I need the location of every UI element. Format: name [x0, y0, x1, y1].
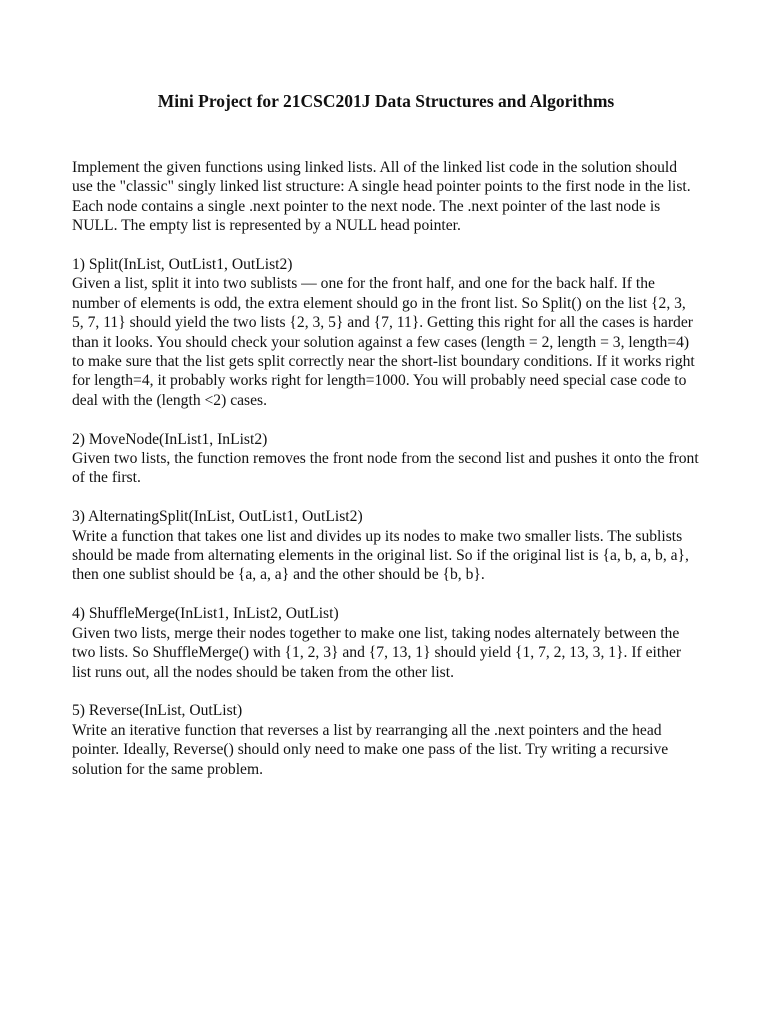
section-reverse	[72, 701, 700, 779]
section-heading: 3) AlternatingSplit(InList, OutList1, OutList2)	[72, 508, 363, 526]
section-movenode	[72, 430, 700, 488]
section-body: Write an iterative function that reverses a list by rearranging all the .next pointers and the head pointer. Ideally, Reverse() should only need to make one pass of the list. Try writing a recursive solution for the same problem.	[72, 721, 669, 778]
section-shufflemerge	[72, 604, 700, 682]
section-split	[72, 255, 700, 410]
section-body: Given two lists, merge their nodes together to make one list, taking nodes alternately between the two lists. So ShuffleMerge() with {1, 2, 3} and {7, 13, 1} should yield {1, 7, 2, 13, 3, 1}. If either list runs out, all the nodes should be taken from the other list.	[72, 624, 682, 681]
section-heading: 4) ShuffleMerge(InList1, InList2, OutList)	[72, 605, 339, 623]
intro-paragraph: Implement the given functions using linked lists. All of the linked list code in the solution should use the "classic" singly linked list structure: A single head pointer points to the first node in the list. Each node contains a single .next pointer to the next node. The .next pointer of the last node is NULL. The empty list is represented by a NULL head pointer.	[72, 159, 691, 235]
section-heading: 5) Reverse(InList, OutList)	[72, 702, 243, 720]
section-body: Given a list, split it into two sublists — one for the front half, and one for the back half. If the number of elements is odd, the extra element should go in the front list. So Split() on the list {2, 3, 5, 7, 11} should yield the two lists {2, 3, 5} and {7, 11}. Getting this right for all the cases is harder than it looks. You should check your solution against a few cases (length = 2, length = 3, length=4) to make sure that the list gets split correctly near the short-list boundary conditions. If it works right for length=4, it probably works right for length=1000. You will probably need special case code to deal with the (length <2) cases.	[72, 275, 695, 409]
section-heading: 1) Split(InList, OutList1, OutList2)	[72, 256, 293, 274]
section-alternatingsplit	[72, 507, 700, 585]
section-body: Write a function that takes one list and divides up its nodes to make two smaller lists. The sublists should be made from alternating elements in the original list. So if the original list is {a, b, a, b, a}, then one sublist should be {a, a, a} and the other should be {b, b}.	[72, 527, 689, 584]
document-page	[72, 88, 700, 798]
section-heading: 2) MoveNode(InList1, InList2)	[72, 430, 268, 448]
section-body: Given two lists, the function removes the front node from the second list and pushes it onto the front of the first.	[72, 450, 699, 487]
document-title: Mini Project for 21CSC201J Data Structures and Algorithms	[157, 91, 615, 111]
